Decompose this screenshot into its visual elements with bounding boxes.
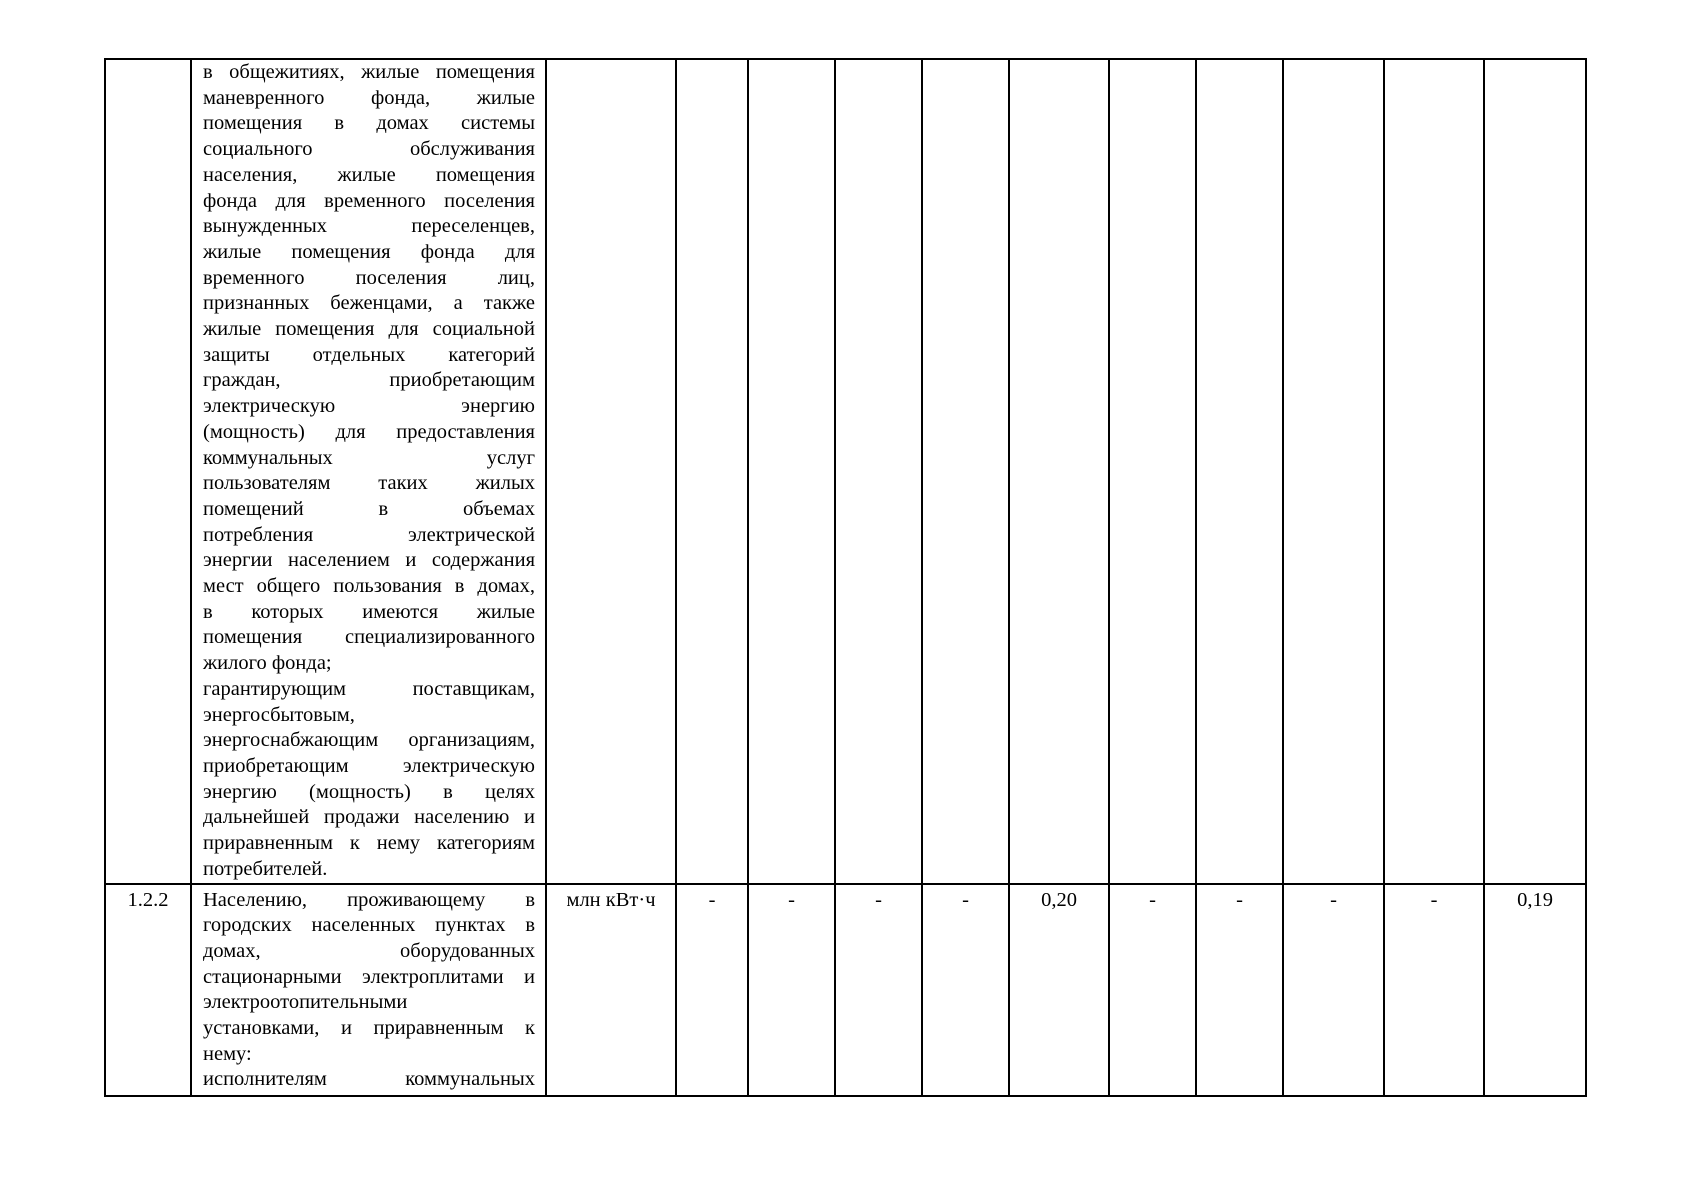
description-line: помещения специализированного — [203, 626, 535, 649]
description-line: маневренного фонда, жилые — [203, 86, 535, 109]
unit-cell — [546, 59, 676, 884]
description-line: фонда для временного поселения — [203, 189, 535, 212]
value-cell — [922, 59, 1009, 884]
description-line: (мощность) для предоставления — [203, 420, 535, 443]
description-line: коммунальных услуг — [203, 446, 535, 469]
description-line: помещения в домах системы — [203, 112, 535, 135]
description-line: стационарными электроплитами и — [203, 965, 535, 988]
description-line: установками, и приравненным к — [203, 1017, 535, 1040]
description-line: энергосбытовым, — [203, 703, 355, 726]
description-line: жилого фонда; — [203, 652, 332, 675]
description-line: социального обслуживания — [203, 138, 535, 161]
value-cell: 0,20 — [1009, 884, 1109, 1096]
description-line: пользователям таких жилых — [203, 472, 535, 495]
tariff-table — [104, 58, 1587, 1097]
description-line: энергию (мощность) в целях — [203, 780, 535, 803]
row-description-cell — [191, 884, 546, 1096]
value-cell — [1384, 59, 1484, 884]
description-line: вынужденных переселенцев, — [203, 215, 535, 238]
value-cell: - — [748, 884, 835, 1096]
description-line: временного поселения лиц, — [203, 266, 535, 289]
value-cell — [676, 59, 748, 884]
unit-cell: млн кВт·ч — [546, 884, 676, 1096]
value-cell: - — [835, 884, 922, 1096]
description-line: электрическую энергию — [203, 395, 535, 418]
description-line: исполнителям коммунальных — [203, 1068, 535, 1091]
description-line: потребителей. — [203, 857, 328, 880]
row-description-text — [203, 888, 535, 1094]
row-number-cell — [105, 59, 191, 884]
value-cell: - — [1196, 884, 1283, 1096]
value-cell — [1484, 59, 1586, 884]
description-line: потребления электрической — [203, 523, 535, 546]
description-line: защиты отдельных категорий — [203, 343, 535, 366]
row-description-text — [203, 60, 535, 883]
description-line: Населению, проживающему в — [203, 888, 535, 911]
row-description-cell — [191, 59, 546, 884]
value-cell — [1009, 59, 1109, 884]
description-line: дальнейшей продажи населению и — [203, 806, 535, 829]
value-cell — [1196, 59, 1283, 884]
description-line: помещений в объемах — [203, 497, 535, 520]
description-line: в которых имеются жилые — [203, 600, 535, 623]
description-line: энергоснабжающим организациям, — [203, 729, 535, 752]
table-row-1-2-2 — [105, 884, 1586, 1096]
value-cell: - — [1384, 884, 1484, 1096]
description-line: жилые помещения фонда для — [203, 240, 535, 263]
description-line: городских населенных пунктах в — [203, 914, 535, 937]
value-cell: 0,19 — [1484, 884, 1586, 1096]
description-line: населения, жилые помещения — [203, 163, 535, 186]
value-cell — [748, 59, 835, 884]
value-cell: - — [676, 884, 748, 1096]
description-line: мест общего пользования в домах, — [203, 575, 535, 598]
description-line: приобретающим электрическую — [203, 754, 535, 777]
value-cell — [1283, 59, 1384, 884]
description-line: признанных беженцами, а также — [203, 292, 535, 315]
table-row-continued — [105, 59, 1586, 884]
value-cell: - — [1283, 884, 1384, 1096]
description-line: граждан, приобретающим — [203, 369, 535, 392]
description-line: нему: — [203, 1042, 252, 1065]
description-line: приравненным к нему категориям — [203, 832, 535, 855]
value-cell — [835, 59, 922, 884]
description-line: жилые помещения для социальной — [203, 318, 535, 341]
description-line: домах, оборудованных — [203, 939, 535, 962]
value-cell: - — [1109, 884, 1196, 1096]
description-line: электроотопительными — [203, 991, 408, 1014]
row-number-cell: 1.2.2 — [105, 884, 191, 1096]
description-line: энергии населением и содержания — [203, 549, 535, 572]
value-cell — [1109, 59, 1196, 884]
description-line: в общежитиях, жилые помещения — [203, 61, 535, 83]
value-cell: - — [922, 884, 1009, 1096]
description-line: гарантирующим поставщикам, — [203, 677, 535, 700]
